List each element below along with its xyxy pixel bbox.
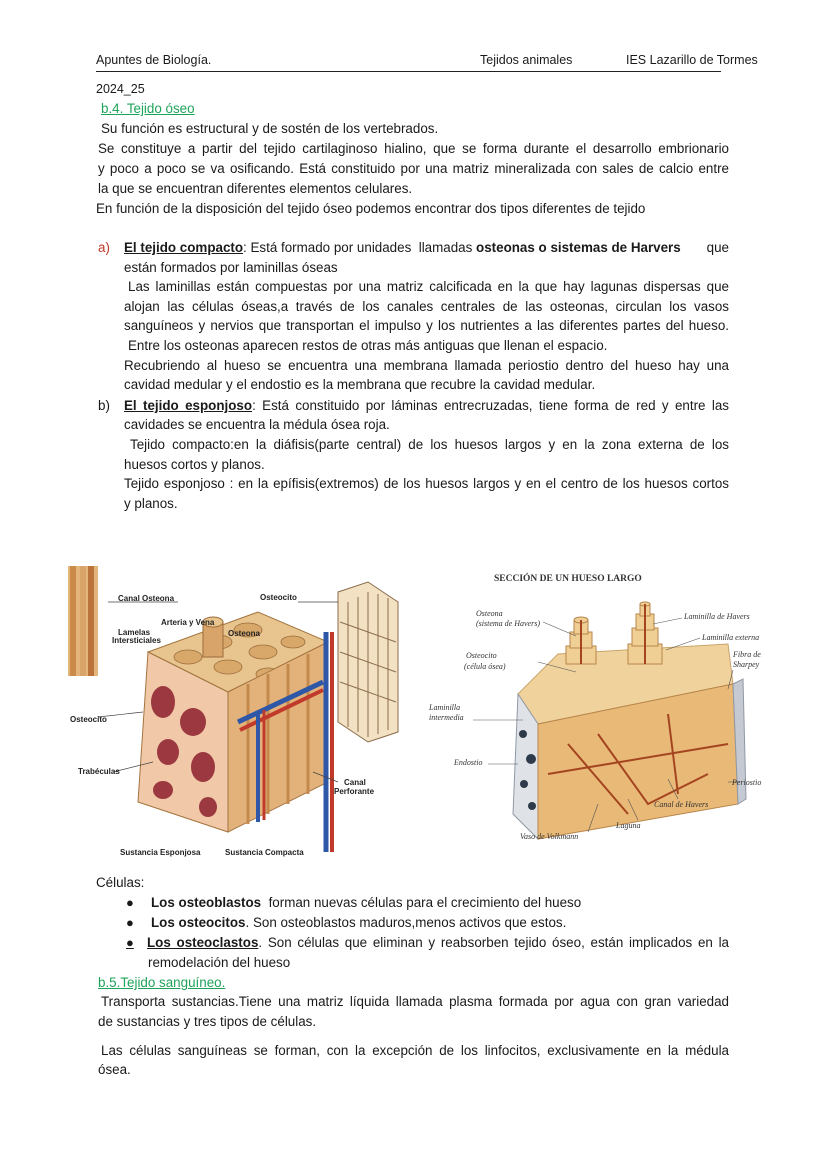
compact-line2: están formados por laminillas óseas [124,260,338,275]
spongy-line1-rest: : Está constituido por láminas entrecruzadas, tiene forma de red y entre las [252,398,729,413]
cells-item-osteoclastos [147,935,729,950]
bone-p2-line2: y poco a poco se va osificando. Está constituido por una matriz mineralizada con sales de calcio entre [98,161,729,176]
compact-intro: : Está formado por unidades llamadas [243,240,477,255]
osteoclastos-term: Los osteoclastos [147,935,259,950]
label-periostio: Periostio [732,778,762,787]
label-canal-perforante-1: Canal [344,778,366,787]
blood-p2-line2: ósea. [98,1062,131,1077]
compact-line5: sanguíneos y nervios que transportan el impulso y los nutrientes a las diferentes partes del hueso. [124,318,729,333]
header-topic: Tejidos animales [480,53,573,67]
long-bone-figure-title: SECCIÓN DE UN HUESO LARGO [494,574,642,584]
header-school: IES Lazarillo de Tormes [626,53,758,67]
osteoblastos-term: Los osteoblastos [151,895,262,910]
list-marker-b: b) [98,398,110,413]
blood-p1-line2: de sustancias y tres tipos de células. [98,1014,317,1029]
label-laminilla-intermedia-2: intermedia [429,713,464,722]
osteoclastos-desc-line2: remodelación del hueso [148,955,291,970]
bone-structure-figure [68,562,428,862]
bone-p2-line3: la que se encuentran diferentes elementos celulares. [98,181,413,196]
label-endostio: Endostio [454,758,483,767]
spongy-line1 [124,398,729,413]
label-arteria-vena: Arteria y Vena [161,618,215,627]
header-rule [96,71,721,72]
label-fibra-sharpey-1: Fibra de [733,650,761,659]
label-lamelas: Lamelas [118,628,151,637]
compact-line4: alojan las células óseas,a través de los canales centrales de las osteonas, circulan los vasos [124,299,729,314]
bullet-2: ● [126,915,134,930]
osteocitos-term: Los osteocitos [151,915,246,930]
header-subject: Apuntes de Biología. [96,53,212,67]
header-year: 2024_25 [96,82,145,96]
label-canal-havers: Canal de Havers [654,800,709,809]
bullet-3: ● [126,935,134,950]
label-trabeculas: Trabéculas [78,767,120,776]
label-canal-perforante-2: Perforante [334,787,375,796]
label-osteocito-2: (célula ósea) [464,662,506,671]
label-laguna: Laguna [616,821,641,830]
osteocitos-desc: . Son osteoblastos maduros,menos activos que estos. [245,915,567,930]
bone-p3: En función de la disposición del tejido óseo podemos encontrar dos tipos diferentes de tejido [96,201,646,216]
list-marker-a: a) [98,240,110,255]
compact-line8: cavidad medular y el endostio es la membrana que recubre la cavidad medular. [124,377,596,392]
spongy-line3: Tejido compacto:en la diáfisis(parte central) de los huesos largos y en la zona externa de los [130,437,729,452]
compact-line6: Entre los osteonas aparecen restos de otras más antiguas que llenan el espacio. [128,338,608,353]
section-heading-blood: b.5.Tejido sanguíneo. [98,975,226,990]
cells-item-osteoblastos [151,895,581,910]
label-laminilla-externa: Laminilla externa [702,633,760,642]
label-fibra-sharpey-2: Sharpey [733,660,760,669]
compact-line3: Las laminillas están compuestas por una matriz calcificada en la que hay lagunas dispersas que [128,279,729,294]
label-canal-osteona: Canal Osteona [118,594,175,603]
blood-p2-line1: Las células sanguíneas se forman, con la excepción de los linfocitos, exclusivamente en la médula [101,1043,729,1058]
spongy-line5: Tejido esponjoso : en la epífisis(extremos) de los huesos largos y en el centro de los huesos cortos [124,476,729,491]
label-vaso-volkmann: Vaso de Volkmann [520,832,579,841]
compact-osteonas: osteonas o sistemas de Harvers [476,240,681,255]
label-osteocito-1: Osteocito [466,651,497,660]
section-heading-bone: b.4. Tejido óseo [101,101,195,116]
spongy-line6: y planos. [124,496,178,511]
compact-title: El tejido compacto [124,240,244,255]
label-osteona-havers-2: (sistema de Havers) [476,619,540,628]
label-sustancia-esponjosa: Sustancia Esponjosa [120,848,201,857]
compact-que: que [699,240,729,255]
long-bone-section-figure [428,574,768,846]
bullet-1: ● [126,895,134,910]
spongy-line2: cavidades se encuentra la médula ósea roja. [124,417,390,432]
compact-line1 [124,240,729,255]
cells-heading: Células: [96,875,145,890]
label-osteocito-left: Osteocito [70,715,107,724]
bone-p2-line1: Se constituye a partir del tejido cartilaginoso hialino, que se forma durante el desarrollo embrionario [98,141,729,156]
label-osteocito-top: Osteocito [260,593,297,602]
label-laminilla-havers: Laminilla de Havers [684,612,750,621]
compact-line7: Recubriendo al hueso se encuentra una membrana llamada periostio dentro del hueso hay una [124,358,729,373]
label-osteona: Osteona [228,629,261,638]
cells-item-osteocitos [151,915,566,930]
label-sustancia-compacta: Sustancia Compacta [225,848,304,857]
blood-p1-line1: Transporta sustancias.Tiene una matriz líquida llamada plasma formada por agua con gran variedad [101,994,729,1009]
osteoclastos-desc: . Son células que eliminan y reabsorben tejido óseo, están implicados en la [258,935,730,950]
osteoblastos-desc: forman nuevas células para el crecimiento del hueso [261,895,582,910]
bone-p1: Su función es estructural y de sostén de los vertebrados. [101,121,439,136]
spongy-title: El tejido esponjoso [124,398,253,413]
spongy-line4: huesos cortos y planos. [124,457,265,472]
label-osteona-havers-1: Osteona [476,609,503,618]
label-intersticiales: Intersticiales [112,636,161,645]
label-laminilla-intermedia-1: Laminilla [429,703,461,712]
bone-structure-illustration [68,562,428,862]
